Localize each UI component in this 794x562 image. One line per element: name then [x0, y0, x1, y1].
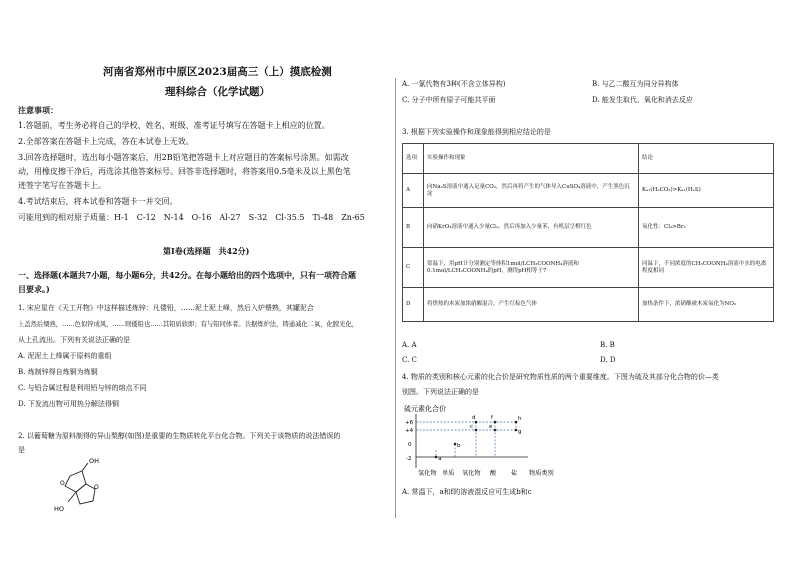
table-row — [403, 174, 774, 208]
question-2-option-c: C. 分子中所有原子可能共平面 — [402, 96, 496, 104]
diagram-y-tick: -2 — [406, 456, 412, 462]
table-header-cell: 实验操作和现象 — [424, 144, 639, 174]
option-cell: C — [403, 248, 424, 288]
table-row — [403, 208, 774, 248]
conclusion-cell: 同温下，不同浓度的CH₃COONH₄溶液中水的电离程度相同 — [639, 248, 774, 288]
operation-cell: 向硝KrO₄溶液中通入少量Cl₂，然后再加入少量苯，有机层呈橙红色 — [424, 208, 639, 248]
option-cell: D — [403, 288, 424, 322]
ring-oxygen-label: O — [60, 480, 65, 487]
notice-line: 4.考试结束后，将本试卷和答题卡一并交回。 — [18, 197, 178, 206]
question-4-stem: 别图。下列说法正确的是 — [402, 388, 479, 396]
exam-title: 河南省郑州市中原区2023届高三（上）摸底检测 — [103, 66, 332, 78]
notice-line: 3.回答选择题时，选出每小题答案后，用2B铅笔把答题卡上对应题目的答案标号涂黑。如需改 — [18, 153, 349, 162]
operation-cell: 将烘热的木炭加浓硝酸混合，产生红棕色气体 — [424, 288, 639, 322]
notice-line: 2.全部答案在答题卡上完成，答在本试卷上无效。 — [18, 137, 194, 146]
question-3-stem: 3. 根据下列实验操作和现象能得到相应结论的是 — [402, 128, 551, 136]
question-3-option-b: B. B — [600, 341, 615, 349]
diagram-x-axis-label: 物质类别 — [529, 470, 554, 477]
option-cell: A — [403, 174, 424, 208]
notice-line: 1.答题前，考生务必将自己的学校、姓名、班级、准考证号填写在答题卡上相应的位置。 — [18, 121, 330, 130]
operation-cell: 向Na₂S溶液中通入足量CO₂，然后再将产生的气体导入CuSO₄溶液中，产生黑色沉淀 — [424, 174, 639, 208]
table-header-row — [403, 144, 774, 174]
experiment-table — [402, 143, 774, 322]
notice-line: 动，用橡皮擦干净后，再选涂其他答案标号。回答非选择题时，将答案用0.5毫米及以上黑色笔 — [18, 167, 351, 176]
question-1-stem: 从上孔流出。下列有关说法正确的是 — [18, 336, 130, 344]
isosorbide-structure-diagram — [40, 454, 120, 516]
diagram-point — [515, 429, 518, 432]
diagram-point-label: b — [457, 443, 461, 449]
column-divider — [395, 78, 396, 518]
diagram-y-tick: +4 — [405, 428, 414, 434]
diagram-y-axis-label: 硫元素化合价 — [404, 405, 446, 413]
question-1-option-a: A. 泥泥土上烽属于原料的重组 — [18, 352, 112, 360]
question-3-option-d: D. D — [600, 356, 616, 364]
exam-subtitle: 理科综合（化学试题） — [165, 86, 270, 98]
diagram-point-label: d — [472, 415, 476, 421]
diagram-point-label: e — [489, 424, 493, 430]
question-2-stem: 2. 以葡萄糖为原料制得的异山梨醇(如图)是重要的生物质转化平台化合物。下列关于该物质的说法错误的 — [18, 432, 341, 440]
diagram-point-label: c — [470, 424, 474, 430]
option-cell: B — [403, 208, 424, 248]
part-instructions: 一、选择题(本题共7小题，每小题6分，共42分。在每小题给出的四个选项中，只有一项符合题 — [18, 270, 357, 280]
question-2-option-b: B. 与乙二酸互为同分异构体 — [592, 80, 679, 88]
diagram-point — [494, 429, 497, 432]
conclusion-cell: 氧化性：Cl₂>Br₂ — [639, 208, 774, 248]
section-heading: 第Ⅰ卷(选择题 共42分) — [163, 246, 250, 256]
question-2-stem: 是 — [18, 446, 25, 454]
table-header-cell: 选项 — [403, 144, 424, 174]
hydroxyl-label-top: OH — [89, 457, 100, 465]
diagram-point — [454, 443, 457, 446]
conclusion-cell: Kₐ₁(H₂CO₃)>Kₐ₁(H₂S) — [639, 174, 774, 208]
diagram-point — [515, 421, 518, 424]
diagram-point — [475, 429, 478, 432]
diagram-x-category: 氢化物 — [418, 470, 437, 477]
ring-oxygen-label: O — [94, 484, 99, 491]
question-1-stem: 1. 宋应星在《天工开物》中这样描述炼锌：凡倭铅，……泥土泥上峰，然后入炉煨熟，其罐泥合 — [18, 304, 314, 312]
question-1-stem: 上盖然后煨熟，……色似锌成风，……则倭铅也……其铅质软即；有与铅同体者。共据炼炉法，铸通减化二氧，化膛光化， — [18, 321, 359, 328]
part-instructions: 目要求。) — [18, 284, 50, 294]
diagram-x-category: 氧化物 — [462, 470, 481, 477]
operation-cell: 常温下，用pH计分别测定等体积1mol/LCH₃COONH₄溶液和0.1mol/LCH₃COONH₄的pH，测得pH相等于7 — [424, 248, 639, 288]
diagram-x-category: 酸 — [490, 470, 497, 477]
question-1-option-b: B. 炼制锌得自炼铜为炼铜 — [18, 368, 98, 376]
table-row — [403, 288, 774, 322]
question-4-stem: 4. 物质的类别和核心元素的化合价是研究物质性质的两个重要维度。下图为硫及其部分化合物的价—类 — [402, 373, 719, 381]
hydroxyl-label-bottom: HO — [54, 505, 65, 513]
atomic-masses: 可能用到的相对原子质量：H-1 C-12 N-14 O-16 Al-27 S-32 Cl-35.5 Ti-48 Zn-65 — [18, 213, 365, 222]
diagram-point — [494, 421, 497, 424]
conclusion-cell: 加热条件下，浓硝酸被木炭氧化为NO₂ — [639, 288, 774, 322]
question-3-option-a: A. A — [402, 341, 417, 349]
diagram-y-tick: 0 — [408, 442, 412, 448]
diagram-point-label: g — [518, 429, 522, 435]
valence-class-diagram — [398, 400, 598, 480]
question-1-option-d: D. 下发流出物可用热分解法得铜 — [18, 400, 119, 408]
diagram-point — [435, 456, 438, 459]
diagram-x-category: 单质 — [442, 470, 455, 477]
diagram-point-label: f — [491, 415, 493, 421]
table-row — [403, 248, 774, 288]
question-2-option-a: A. 一氯代物有3种(不含立体异构) — [402, 80, 506, 88]
question-2-option-d: D. 能发生取代、氧化和消去反应 — [592, 96, 693, 104]
notice-line: 迹签字笔写在答题卡上。 — [18, 181, 106, 190]
question-4-option-a: A. 常温下，a和f的溶液混反应可生成b和c — [402, 488, 532, 496]
question-3-option-c: C. C — [402, 356, 417, 364]
diagram-point — [475, 421, 478, 424]
diagram-point-label: a — [438, 456, 442, 462]
table-header-cell: 结论 — [639, 144, 774, 174]
question-1-option-c: C. 与铅合属过程是利用铅与锌的熔点不同 — [18, 384, 147, 392]
notice-heading: 注意事项： — [18, 105, 58, 115]
diagram-point-label: h — [518, 416, 522, 422]
diagram-y-tick: +6 — [405, 420, 414, 426]
diagram-x-category: 盐 — [511, 470, 518, 477]
